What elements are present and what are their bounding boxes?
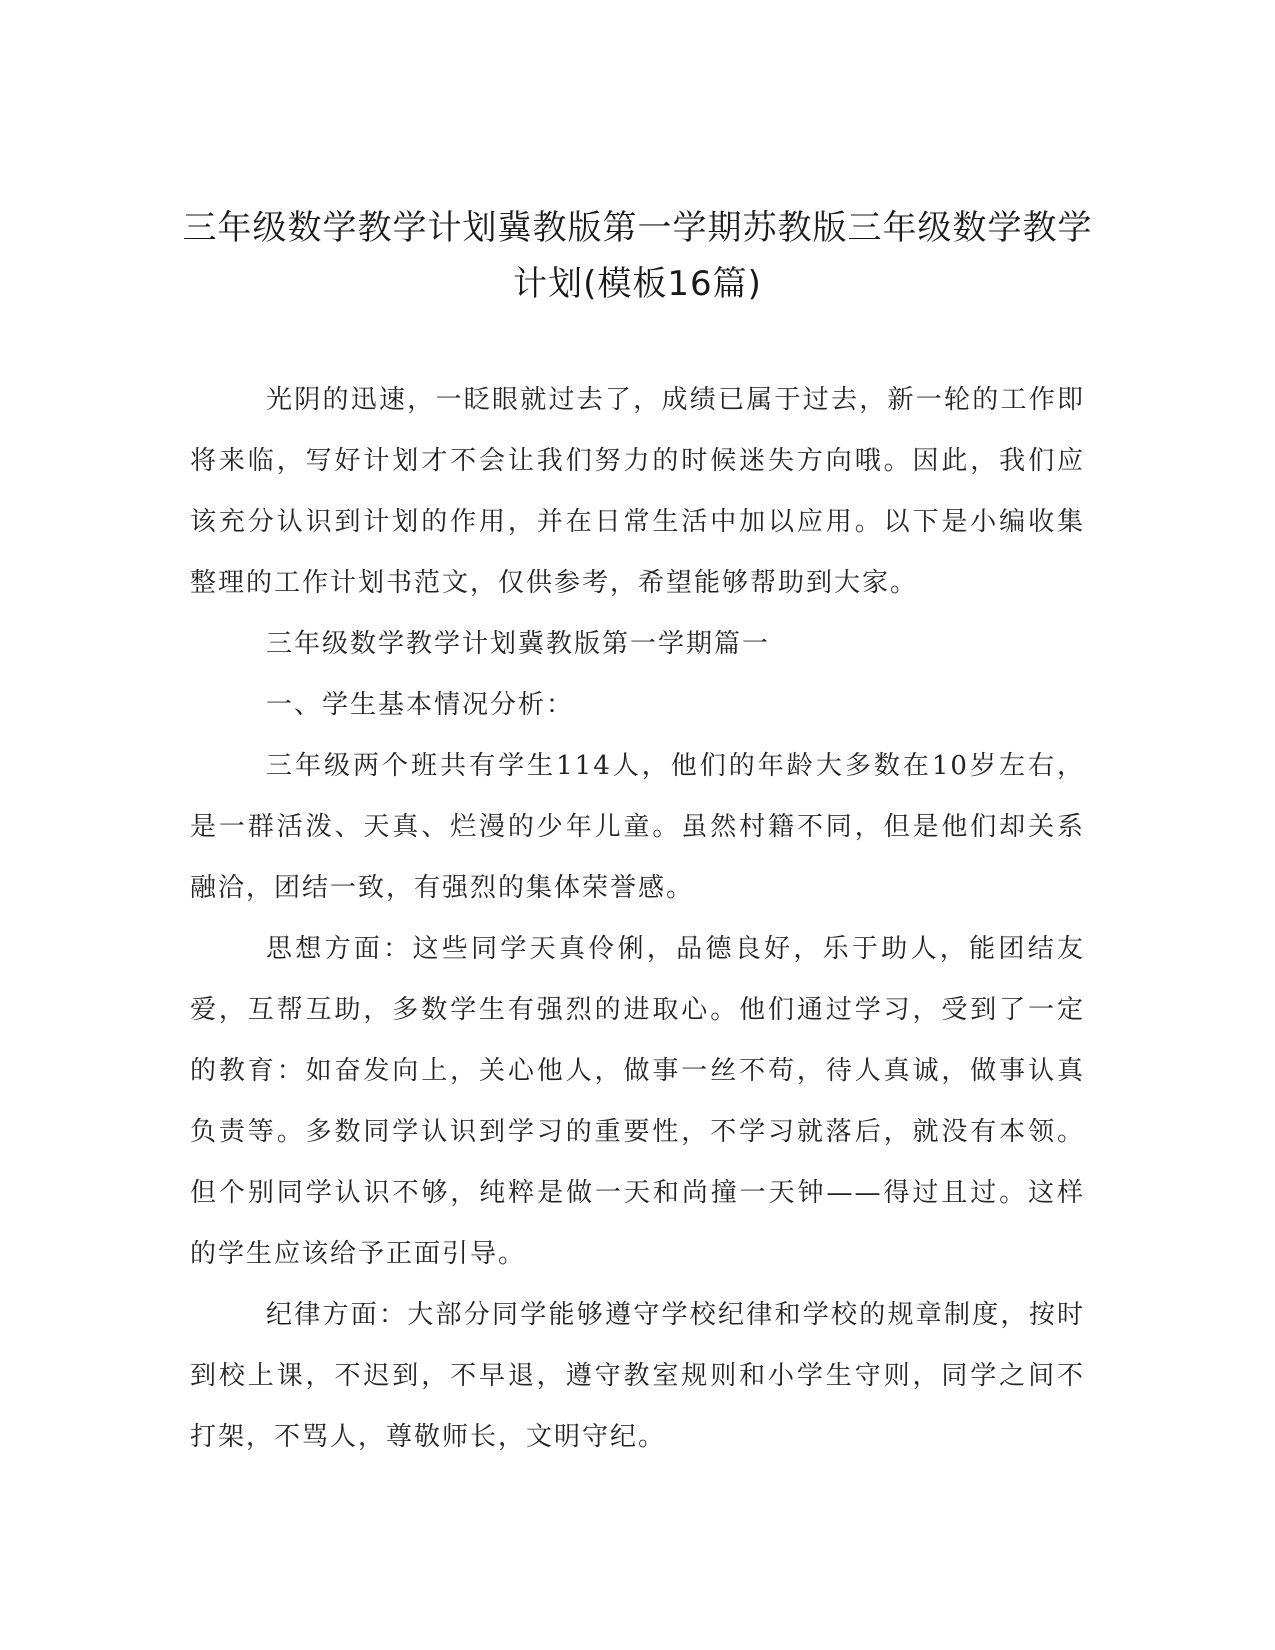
- paragraph-student-overview: 三年级两个班共有学生114人，他们的年龄大多数在10岁左右，是一群活泼、天真、烂漫的少年儿童。虽然村籍不同，但是他们却关系融洽，团结一致，有强烈的集体荣誉感。: [190, 751, 1085, 903]
- paragraph-discipline: 纪律方面：大部分同学能够遵守学校纪律和学校的规章制度，按时到校上课，不迟到，不早退，遵守教室规则和小学生守则，同学之间不打架，不骂人，尊敬师长，文明守纪。: [190, 1300, 1085, 1452]
- paragraph-intro: 光阴的迅速，一眨眼就过去了，成绩已属于过去，新一轮的工作即将来临，写好计划才不会让我们努力的时候迷失方向哦。因此，我们应该充分认识到计划的作用，并在日常生活中加以应用。以下是小编收集整理的工作计划书范文，仅供参考，希望能够帮助到大家。: [190, 385, 1085, 598]
- paragraph-thought: 思想方面：这些同学天真伶俐，品德良好，乐于助人，能团结友爱，互帮互助，多数学生有强烈的进取心。他们通过学习，受到了一定的教育：如奋发向上，关心他人，做事一丝不苟，待人真诚，做事认真负责等。多数同学认识到学习的重要性，不学习就落后，就没有本领。但个别同学认识不够，纯粹是做一天和尚撞一天钟——得过且过。这样的学生应该给予正面引导。: [190, 934, 1085, 1269]
- document-title: 三年级数学教学计划冀教版第一学期苏教版三年级数学教学计划(模板16篇): [182, 208, 1093, 304]
- section-heading: 三年级数学教学计划冀教版第一学期篇一: [266, 629, 771, 659]
- subsection-heading: 一、学生基本情况分析：: [266, 690, 575, 720]
- document-body: [190, 370, 1085, 1468]
